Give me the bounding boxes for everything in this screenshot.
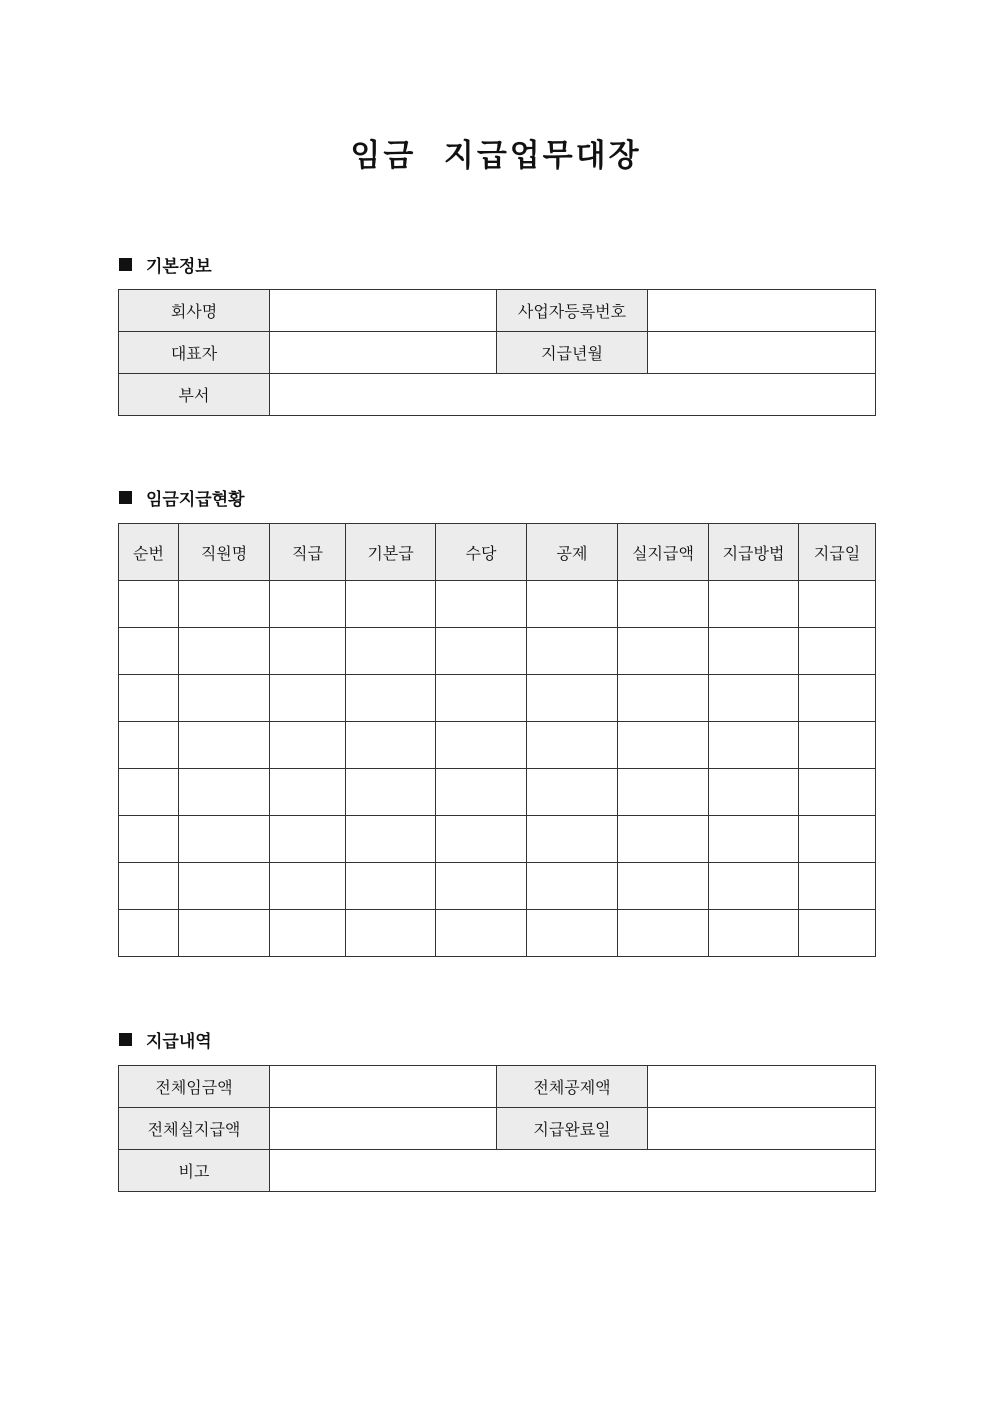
pay-date-cell[interactable] [799, 769, 876, 816]
business-reg-no-label: 사업자등록번호 [497, 290, 648, 332]
net-pay-cell[interactable] [618, 675, 709, 722]
position-cell[interactable] [270, 628, 346, 675]
table-row [119, 1066, 876, 1108]
employee-name-cell[interactable] [179, 722, 270, 769]
column-header-pay-date: 지급일 [799, 524, 876, 581]
table-row [119, 816, 876, 863]
pay-date-cell[interactable] [799, 816, 876, 863]
net-pay-cell[interactable] [618, 816, 709, 863]
pay-date-cell[interactable] [799, 628, 876, 675]
net-pay-cell[interactable] [618, 769, 709, 816]
section-heading-summary [119, 1026, 212, 1052]
position-cell[interactable] [270, 581, 346, 628]
base-pay-cell[interactable] [346, 863, 436, 910]
pay-completion-date-label: 지급완료일 [497, 1108, 648, 1150]
base-pay-cell[interactable] [346, 816, 436, 863]
position-cell[interactable] [270, 863, 346, 910]
pay-method-cell[interactable] [709, 910, 799, 957]
total-deductions-field[interactable] [648, 1066, 876, 1108]
section-heading-label: 기본정보 [146, 256, 212, 277]
column-header-pay-method: 지급방법 [709, 524, 799, 581]
total-net-pay-field[interactable] [270, 1108, 497, 1150]
pay-date-cell[interactable] [799, 581, 876, 628]
pay-method-cell[interactable] [709, 628, 799, 675]
no-cell[interactable] [119, 581, 179, 628]
pay-date-cell[interactable] [799, 722, 876, 769]
pay-date-cell[interactable] [799, 675, 876, 722]
pay-date-cell[interactable] [799, 910, 876, 957]
payroll-table-body [119, 581, 876, 957]
representative-field[interactable] [270, 332, 497, 374]
table-row [119, 581, 876, 628]
total-wages-field[interactable] [270, 1066, 497, 1108]
position-cell[interactable] [270, 816, 346, 863]
deduction-cell[interactable] [527, 581, 618, 628]
deduction-cell[interactable] [527, 769, 618, 816]
employee-name-cell[interactable] [179, 863, 270, 910]
net-pay-cell[interactable] [618, 910, 709, 957]
section-heading-label: 임금지급현황 [146, 489, 245, 510]
table-row [119, 722, 876, 769]
allowance-cell[interactable] [436, 863, 527, 910]
basic-info-table [118, 289, 876, 416]
deduction-cell[interactable] [527, 910, 618, 957]
base-pay-cell[interactable] [346, 910, 436, 957]
column-header-position: 직급 [270, 524, 346, 581]
table-header-row [119, 524, 876, 581]
employee-name-cell[interactable] [179, 628, 270, 675]
no-cell[interactable] [119, 628, 179, 675]
section-heading-label: 지급내역 [146, 1031, 212, 1052]
pay-method-cell[interactable] [709, 581, 799, 628]
table-row [119, 769, 876, 816]
pay-month-field[interactable] [648, 332, 876, 374]
allowance-cell[interactable] [436, 769, 527, 816]
position-cell[interactable] [270, 675, 346, 722]
table-row [119, 374, 876, 416]
table-row [119, 628, 876, 675]
no-cell[interactable] [119, 675, 179, 722]
column-header-employee-name: 직원명 [179, 524, 270, 581]
deduction-cell[interactable] [527, 628, 618, 675]
allowance-cell[interactable] [436, 816, 527, 863]
square-bullet-icon [119, 1033, 132, 1046]
table-row [119, 863, 876, 910]
business-reg-no-field[interactable] [648, 290, 876, 332]
company-name-field[interactable] [270, 290, 497, 332]
allowance-cell[interactable] [436, 675, 527, 722]
base-pay-cell[interactable] [346, 722, 436, 769]
deduction-cell[interactable] [527, 675, 618, 722]
net-pay-cell[interactable] [618, 581, 709, 628]
payroll-table [118, 523, 876, 957]
page-title: 임금 지급업무대장 [350, 138, 642, 174]
pay-method-cell[interactable] [709, 863, 799, 910]
company-name-label: 회사명 [119, 290, 270, 332]
base-pay-cell[interactable] [346, 675, 436, 722]
no-cell[interactable] [119, 816, 179, 863]
position-cell[interactable] [270, 910, 346, 957]
pay-method-cell[interactable] [709, 722, 799, 769]
employee-name-cell[interactable] [179, 769, 270, 816]
column-header-base-pay: 기본급 [346, 524, 436, 581]
position-cell[interactable] [270, 769, 346, 816]
allowance-cell[interactable] [436, 581, 527, 628]
base-pay-cell[interactable] [346, 581, 436, 628]
pay-month-label: 지급년월 [497, 332, 648, 374]
pay-date-cell[interactable] [799, 863, 876, 910]
department-field[interactable] [270, 374, 876, 416]
representative-label: 대표자 [119, 332, 270, 374]
no-cell[interactable] [119, 863, 179, 910]
employee-name-cell[interactable] [179, 910, 270, 957]
column-header-allowance: 수당 [436, 524, 527, 581]
allowance-cell[interactable] [436, 628, 527, 675]
deduction-cell[interactable] [527, 722, 618, 769]
pay-method-cell[interactable] [709, 675, 799, 722]
column-header-no: 순번 [119, 524, 179, 581]
deduction-cell[interactable] [527, 816, 618, 863]
table-row [119, 675, 876, 722]
net-pay-cell[interactable] [618, 628, 709, 675]
allowance-cell[interactable] [436, 910, 527, 957]
table-row [119, 910, 876, 957]
table-row [119, 290, 876, 332]
total-net-pay-label: 전체실지급액 [119, 1108, 270, 1150]
allowance-cell[interactable] [436, 722, 527, 769]
column-header-deduction: 공제 [527, 524, 618, 581]
employee-name-cell[interactable] [179, 581, 270, 628]
employee-name-cell[interactable] [179, 675, 270, 722]
deduction-cell[interactable] [527, 863, 618, 910]
employee-name-cell[interactable] [179, 816, 270, 863]
pay-completion-date-field[interactable] [648, 1108, 876, 1150]
table-row [119, 1150, 876, 1192]
pay-method-cell[interactable] [709, 816, 799, 863]
base-pay-cell[interactable] [346, 628, 436, 675]
section-heading-basic-info [119, 251, 212, 277]
no-cell[interactable] [119, 910, 179, 957]
table-row [119, 332, 876, 374]
total-deductions-label: 전체공제액 [497, 1066, 648, 1108]
no-cell[interactable] [119, 769, 179, 816]
net-pay-cell[interactable] [618, 722, 709, 769]
net-pay-cell[interactable] [618, 863, 709, 910]
column-header-net-pay: 실지급액 [618, 524, 709, 581]
remarks-label: 비고 [119, 1150, 270, 1192]
summary-table [118, 1065, 876, 1192]
pay-method-cell[interactable] [709, 769, 799, 816]
square-bullet-icon [119, 491, 132, 504]
position-cell[interactable] [270, 722, 346, 769]
table-row [119, 1108, 876, 1150]
base-pay-cell[interactable] [346, 769, 436, 816]
square-bullet-icon [119, 258, 132, 271]
no-cell[interactable] [119, 722, 179, 769]
department-label: 부서 [119, 374, 270, 416]
remarks-field[interactable] [270, 1150, 876, 1192]
total-wages-label: 전체임금액 [119, 1066, 270, 1108]
section-heading-payroll [119, 484, 245, 510]
